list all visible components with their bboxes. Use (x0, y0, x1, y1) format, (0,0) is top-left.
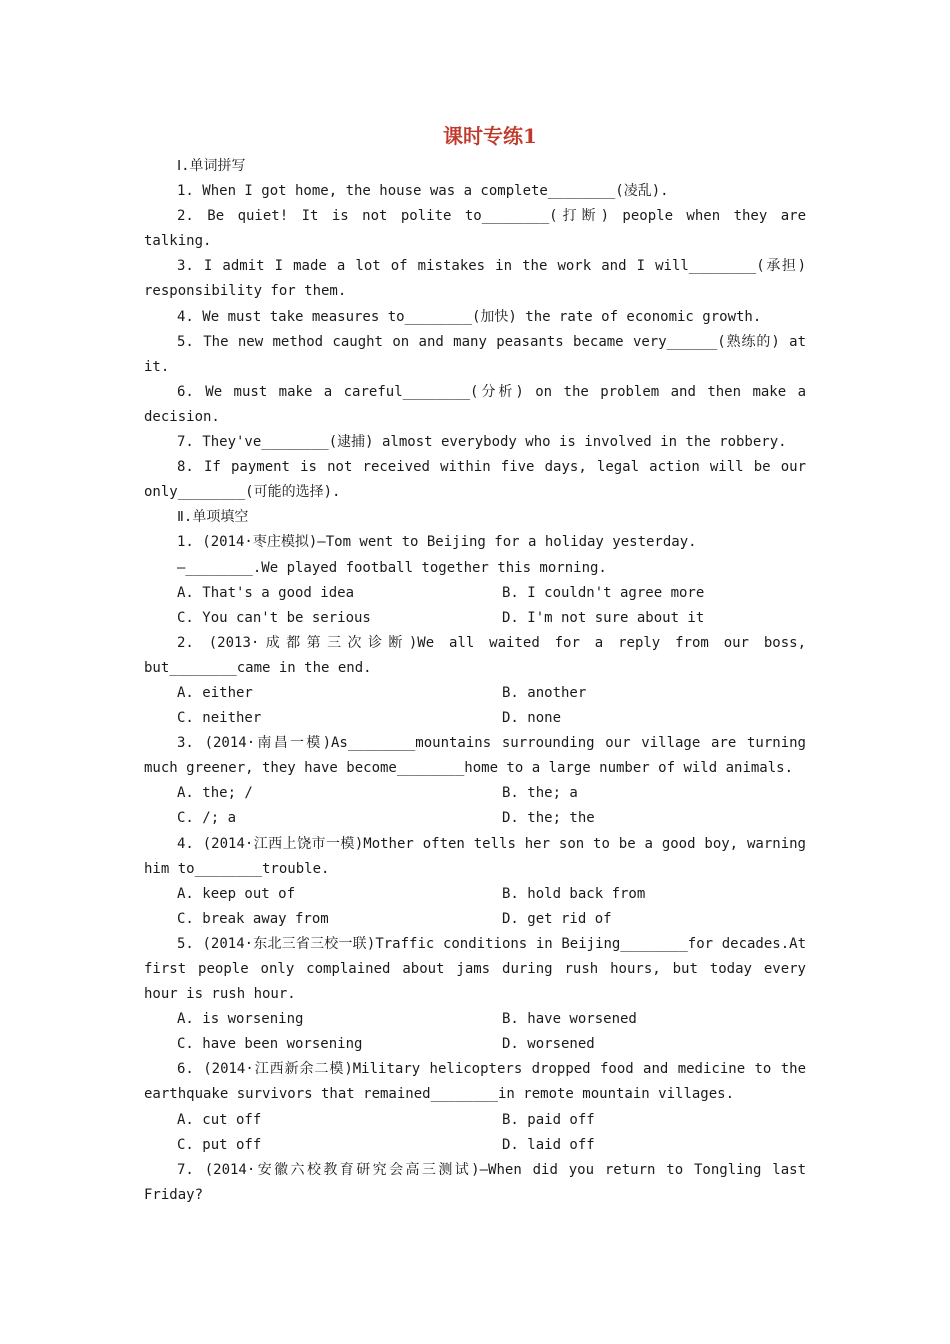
option: D. none (502, 710, 562, 727)
option: B. another (502, 684, 587, 701)
spelling-item: 6. We must make a careful________(分析) on the problem and then make a decision. (144, 383, 806, 425)
option: A. keep out of (177, 885, 296, 902)
option-row (144, 1108, 806, 1133)
option: C. You can't be serious (177, 609, 371, 626)
question-stem-continued: —________.We played football together this morning. (177, 559, 607, 576)
option-row (144, 681, 806, 706)
option: D. worsened (502, 1036, 595, 1053)
question-stem: 1. (2014·枣庄模拟)—Tom went to Beijing for a holiday yesterday. (177, 534, 697, 551)
option-row (144, 907, 806, 932)
option: A. either (177, 684, 253, 701)
option: B. paid off (502, 1111, 595, 1128)
option-row (144, 581, 806, 606)
option: C. neither (177, 710, 262, 727)
option: B. hold back from (502, 885, 646, 902)
option: C. /; a (177, 810, 237, 827)
option: D. get rid of (502, 910, 612, 927)
option: D. laid off (502, 1136, 595, 1153)
section-heading-spelling: Ⅰ.单词拼写 (177, 158, 246, 174)
option-row (144, 806, 806, 831)
option: C. break away from (177, 910, 329, 927)
document-page (144, 118, 806, 1208)
option: A. cut off (177, 1111, 262, 1128)
spelling-item: 8. If payment is not received within five days, legal action will be our only________(可能的选择). (144, 459, 806, 501)
option: B. have worsened (502, 1011, 637, 1028)
option-row (144, 606, 806, 631)
option: A. the; / (177, 785, 253, 802)
option: D. the; the (502, 810, 595, 827)
option: A. is worsening (177, 1011, 304, 1028)
spelling-item: 3. I admit I made a lot of mistakes in the work and I will________(承担) responsibility for them. (144, 258, 806, 300)
spelling-item: 7. They've________(逮捕) almost everybody who is involved in the robbery. (177, 434, 787, 451)
option: D. I'm not sure about it (502, 609, 705, 626)
page-title: 课时专练1 (443, 124, 537, 148)
option-row (144, 1133, 806, 1158)
option-row (144, 1007, 806, 1032)
option-row (144, 882, 806, 907)
section-heading-multiple-choice: Ⅱ.单项填空 (177, 509, 249, 526)
option-row (144, 1032, 806, 1057)
question-stem: 2. (2013·成都第三次诊断)We all waited for a reply from our boss, but________came in the end. (144, 634, 806, 676)
spelling-item: 4. We must take measures to________(加快) the rate of economic growth. (177, 308, 762, 325)
option: A. That's a good idea (177, 584, 355, 601)
option-row (144, 706, 806, 731)
question-stem: 3. (2014·南昌一模)As________mountains surrounding our village are turning much greener, they have become________home to a large number of wild animals. (144, 735, 806, 777)
spelling-item: 5. The new method caught on and many peasants became very______(熟练的) at it. (144, 333, 806, 375)
question-stem: 6. (2014·江西新余二模)Military helicopters dropped food and medicine to the earthquake survivors that remained________in remote mountain villages. (144, 1061, 806, 1103)
option: B. I couldn't agree more (502, 584, 705, 601)
option-row (144, 781, 806, 806)
question-stem: 5. (2014·东北三省三校一联)Traffic conditions in Beijing________for decades.At first people only complained about jams during rush hours, but today every hour is rush hour. (144, 935, 806, 1003)
option: C. put off (177, 1136, 262, 1153)
spelling-item: 1. When I got home, the house was a complete________(凌乱). (177, 183, 669, 200)
question-stem: 7. (2014·安徽六校教育研究会高三测试)—When did you return to Tongling last Friday? (144, 1161, 806, 1203)
option: B. the; a (502, 785, 578, 802)
option: C. have been worsening (177, 1036, 363, 1053)
spelling-item: 2. Be quiet! It is not polite to________(打断) people when they are talking. (144, 208, 806, 250)
question-stem: 4. (2014·江西上饶市一模)Mother often tells her son to be a good boy, warning him to________trouble. (144, 835, 806, 877)
